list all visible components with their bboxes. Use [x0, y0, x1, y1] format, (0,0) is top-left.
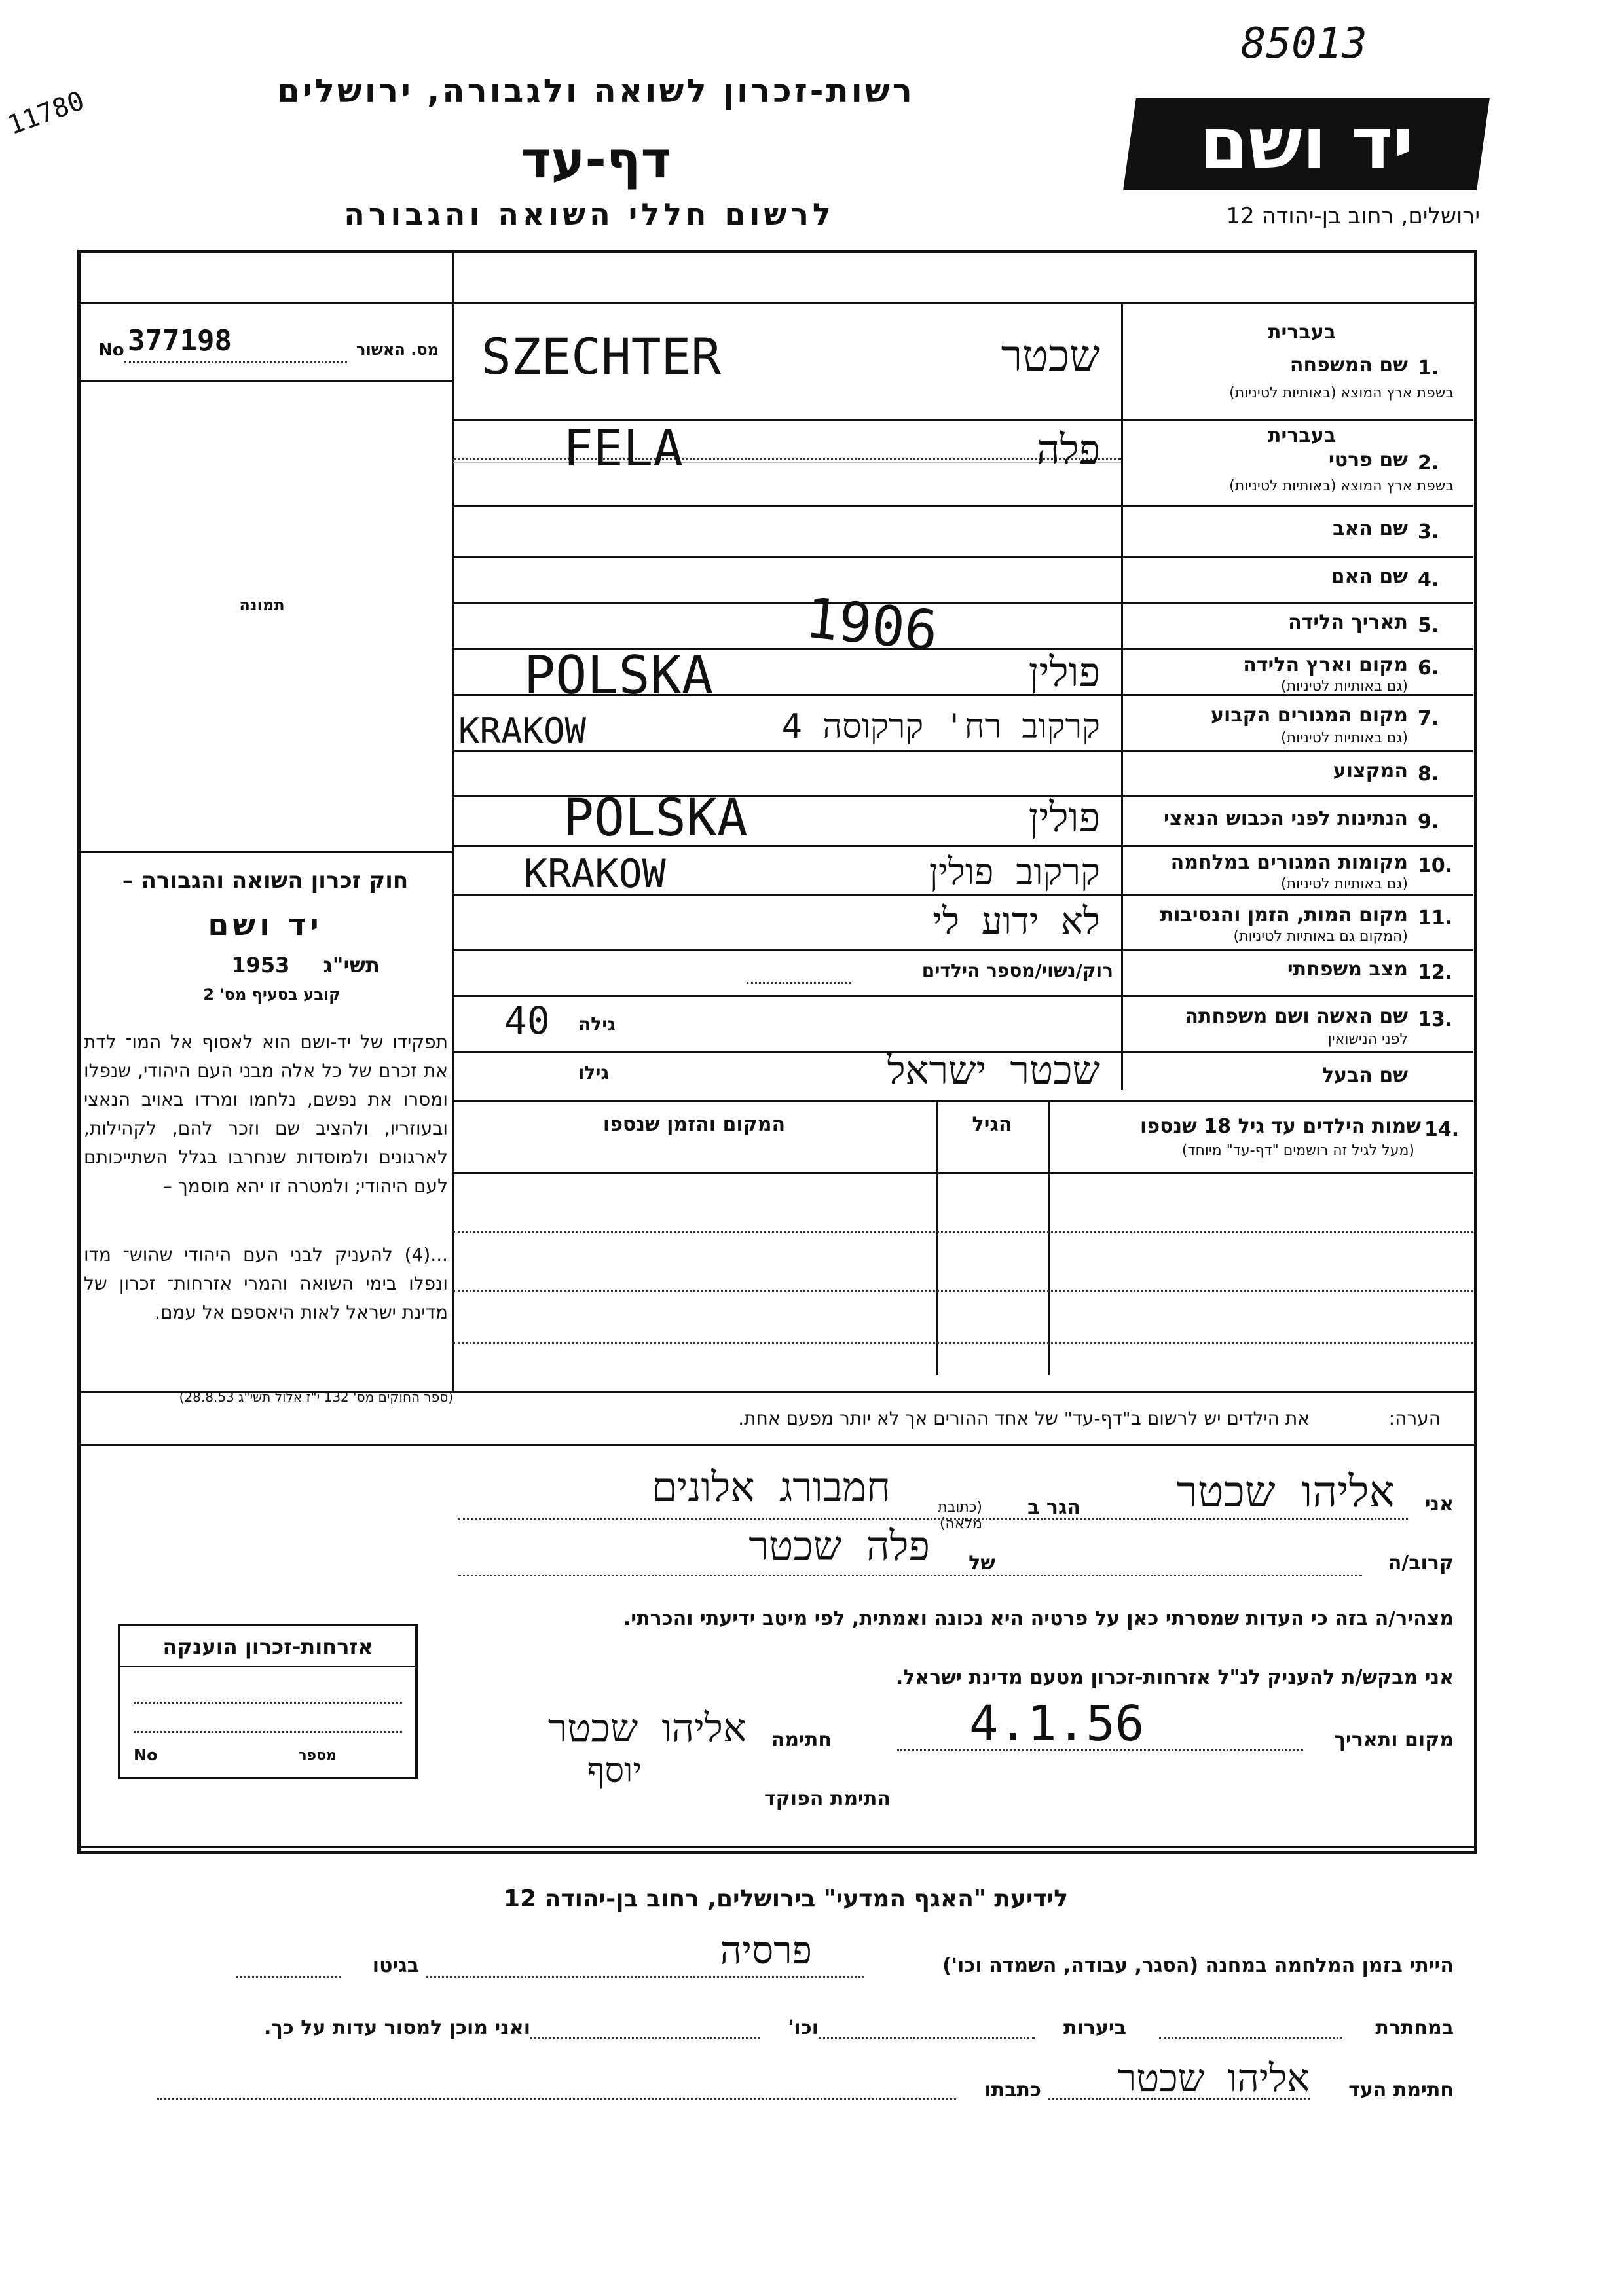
field-10-num: 10. — [1418, 854, 1453, 877]
field-10-value-latin: KRAKOW — [524, 851, 666, 897]
note-top-rule — [77, 1391, 1474, 1393]
field-13-label: שם האשה ושם משפחתה — [1185, 1005, 1408, 1028]
officer-signature: יוסף — [587, 1751, 642, 1791]
header-address: ירושלים, רחוב בן-יהודה 12 — [1226, 203, 1480, 229]
field-11-sub: (המקום גם באותיות לטיניות) — [1233, 928, 1408, 945]
field-12-num: 12. — [1418, 961, 1453, 984]
field-12-label: מצב משפחתי — [1287, 958, 1408, 981]
intel-top-rule — [77, 1846, 1474, 1848]
approval-label: מס. האשור — [356, 340, 439, 359]
field-4-label: שם האם — [1331, 565, 1408, 588]
field-5-value: 1906 — [802, 585, 941, 664]
field-3-label: שם האב — [1333, 517, 1408, 540]
field-husband-label: שם הבעל — [1321, 1064, 1408, 1087]
ghetto-label: בגיטו — [372, 1954, 419, 1977]
row-rule — [453, 949, 1473, 951]
row-rule — [453, 556, 1473, 558]
field-4-num: 4. — [1418, 568, 1439, 591]
field-7-label: מקום המגורים הקבוע — [1211, 704, 1408, 727]
approval-number: 377198 — [128, 324, 232, 357]
camp-value: פרסיה — [720, 1928, 812, 1973]
hiding-label: במחתרת — [1375, 2016, 1454, 2039]
field-9-num: 9. — [1418, 811, 1439, 833]
note-bottom-rule — [77, 1444, 1474, 1446]
camp-label: הייתי בזמן המלחמה במחנה (הסגר, עבודה, השמדה וכו') — [942, 1954, 1454, 1977]
officer-label: התימת הפוקד — [764, 1787, 891, 1810]
field-9-value-hebrew: פולין — [1028, 793, 1100, 841]
decl-of-label: של — [969, 1552, 995, 1575]
witness-address-label: כתבתו — [984, 2079, 1041, 2102]
photo-label: תמונה — [239, 596, 285, 614]
certificate-no-mark: No — [134, 1746, 158, 1764]
field-12-line — [747, 982, 851, 984]
decl-deceased: פלה שכטר — [748, 1522, 930, 1570]
law-section: קובע בסעיף מס' 2 — [203, 985, 341, 1004]
field-6-value-latin: POLSKA — [524, 645, 713, 706]
decl-address: חמבורג אלונים — [652, 1463, 891, 1511]
field-8-label: המקצוע — [1333, 759, 1408, 782]
sidebar-photo-top — [77, 380, 453, 382]
decl-date: 4.1.56 — [969, 1696, 1145, 1752]
children-col-divider — [936, 1100, 938, 1375]
field-9-label: הנתינות לפני הכבוש הנאצי — [1164, 807, 1408, 830]
field-7-num: 7. — [1418, 707, 1439, 730]
archive-number: 85013 — [1241, 20, 1367, 68]
yad-vashem-logo — [1123, 98, 1490, 190]
certificate-line — [134, 1702, 402, 1704]
field-12-options: רוק/נשוי/מספר הילדים — [921, 960, 1113, 981]
field-10-label: מקומות המגורים במלחמה — [1170, 851, 1408, 874]
decl-living-label: הגר ב — [1027, 1496, 1080, 1519]
header-authority: רשות-זכרון לשואה ולגבורה, ירושלים — [277, 72, 915, 110]
field-1-value-hebrew: שכטר — [1001, 331, 1100, 381]
witness-sig-label: חתימת העד — [1348, 2079, 1454, 2102]
children-col-divider — [1048, 1100, 1050, 1375]
field-13-age-label: גילה — [578, 1013, 616, 1035]
field-1-sub: בשפת ארץ המוצא (באותיות לטיניות) — [1229, 385, 1454, 401]
decl-request: אני מבקש/ת להעניק לנ"ל אזרחות-זכרון מטעם מדינת ישראל. — [895, 1666, 1454, 1689]
field-7-value-hebrew: קרקוב רח' קרקוסה 4 — [781, 707, 1100, 746]
field-2-value-hebrew: פלה — [1036, 426, 1100, 473]
ghetto-line — [236, 1976, 341, 1978]
field-11-num: 11. — [1418, 907, 1453, 930]
field-2-num: 2. — [1418, 452, 1439, 475]
law-year: 1953 — [231, 953, 290, 977]
approval-no-mark: No — [98, 340, 124, 360]
row-rule — [453, 1100, 1473, 1102]
field-3-num: 3. — [1418, 520, 1439, 543]
row-rule — [453, 602, 1473, 604]
certificate-rule — [120, 1666, 415, 1667]
law-name: יד ושם — [208, 907, 323, 942]
field-7-value-latin: KRAKOW — [458, 710, 587, 752]
intel-title: לידיעת "האגף המדעי" בירושלים, רחוב בן-יהודה 12 — [504, 1886, 1068, 1912]
date-line — [897, 1749, 1303, 1751]
sidebar-photo-bottom — [77, 851, 453, 853]
decl-signature: אליהו שכטר — [547, 1705, 747, 1751]
row-rule — [453, 505, 1473, 507]
field-2-label: שם פרטי — [1328, 448, 1408, 471]
field-6-num: 6. — [1418, 657, 1439, 680]
certificate-box — [118, 1624, 418, 1779]
field-1-label: שם המשפחה — [1289, 354, 1408, 376]
field-5-num: 5. — [1418, 614, 1439, 637]
logo-text: יד ושם — [1199, 103, 1414, 185]
row-rule — [453, 995, 1473, 997]
field-9-value-latin: POLSKA — [563, 789, 748, 848]
children-row-rule — [453, 1342, 1473, 1344]
field-husband-age-label: גילו — [578, 1062, 609, 1084]
law-text-2: ...(4) להעניק לבני העם היהודי שהוש־ מדו ונפלו בימי השואה והמרי אזרחות־ זכרון של מדינת ישראל לאות היאספם אל עמם. — [84, 1244, 448, 1323]
witness-address-line — [157, 2098, 956, 2100]
row-rule — [453, 750, 1473, 752]
hiding-line — [1159, 2037, 1342, 2039]
field-11-value: לא ידוע לי — [932, 900, 1100, 943]
children-row-rule — [453, 1231, 1473, 1233]
field-13-age-value: 40 — [504, 998, 550, 1043]
able-label: ואני מוכן למסור עדות על כך. — [264, 2016, 530, 2039]
forest-label: ביערות — [1063, 2016, 1126, 2039]
field-5-label: תאריך הלידה — [1288, 611, 1408, 634]
law-source: (ספר החוקים מס' 132 י"ז אלול תשי"ג 28.8.53) — [179, 1389, 453, 1405]
field-2-value-latin: FELA — [563, 419, 684, 477]
field-11-label: מקום המות, הזמן והנסיבות — [1160, 903, 1408, 926]
children-header-sub: (מעל לגיל זה רושמים "דף-עד" מיוחד) — [1181, 1142, 1414, 1159]
field-10-sub: (גם באותיות לטיניות) — [1281, 876, 1408, 892]
place-date-label: מקום ותאריך — [1334, 1728, 1454, 1751]
decl-i-label: אני — [1424, 1493, 1454, 1516]
children-header-names: שמות הילדים עד גיל 18 שנספו — [1140, 1115, 1421, 1138]
note-label: הערה: — [1388, 1408, 1441, 1429]
decl-relation-label: קרוב/ה — [1388, 1552, 1454, 1575]
certificate-line — [134, 1731, 402, 1733]
field-6-label: מקום וארץ הלידה — [1243, 653, 1408, 676]
side-mark: 11780 — [3, 85, 88, 141]
approval-line — [124, 361, 347, 363]
form-top-rule — [77, 302, 1474, 304]
field-13-num: 13. — [1418, 1008, 1453, 1031]
children-row-rule — [453, 1290, 1473, 1292]
header-subtitle: לרשום חללי השואה והגבורה — [344, 196, 835, 232]
field-6-value-hebrew: פולין — [1028, 648, 1100, 696]
label-divider — [1121, 304, 1123, 1090]
field-8-num: 8. — [1418, 763, 1439, 786]
witness-line — [1048, 2098, 1310, 2100]
children-header-rule — [453, 1172, 1473, 1174]
etc-label: וכו' — [788, 2016, 819, 2039]
sidebar-divider — [452, 251, 454, 1392]
field-2-subtop: בעברית — [1268, 424, 1336, 447]
law-title: חוק זכרון השואה והגבורה – — [122, 867, 409, 894]
note-text: את הילדים יש לרשום ב"דף-עד" של אחד ההורים אך לא יותר מפעם אחת. — [738, 1408, 1310, 1429]
field-1-num: 1. — [1418, 357, 1439, 380]
decl-name: אליהו שכטר — [1176, 1467, 1395, 1517]
children-num: 14. — [1424, 1118, 1460, 1141]
decl-line — [458, 1575, 1362, 1576]
decl-line — [458, 1518, 1408, 1520]
field-7-sub: (גם באותיות לטיניות) — [1281, 730, 1408, 746]
law-year-row — [92, 953, 439, 977]
decl-statement: מצהיר/ה בזה כי העדות שמסרתי כאן על פרטיה היא נכונה ואמתית, לפי מיטב ידיעתי והכרתי. — [623, 1607, 1454, 1630]
children-header-age: הגיל — [972, 1113, 1012, 1136]
field-1-value-latin: SZECHTER — [481, 327, 722, 386]
certificate-title: אזרחות-זכרון הוענקה — [162, 1634, 373, 1659]
field-13-sub: לפני הנישואין — [1327, 1031, 1408, 1048]
field-10-value-hebrew: קרקוב פולין — [929, 851, 1100, 894]
field-6-sub: (גם באותיות לטיניות) — [1281, 678, 1408, 695]
law-year-heb: תשי"ג — [323, 953, 380, 977]
etc-line — [530, 2037, 760, 2039]
camp-line — [426, 1976, 864, 1978]
form-title: דף-עד — [521, 131, 671, 190]
field-2-sub: בשפת ארץ המוצא (באותיות לטיניות) — [1229, 478, 1454, 494]
field-husband-value: שכטר ישראל — [887, 1048, 1100, 1093]
children-header-place: המקום והזמן שנספו — [602, 1113, 786, 1136]
signature-label: חתימה — [771, 1728, 832, 1751]
forest-line — [819, 2037, 1035, 2039]
law-text-1: תפקידו של יד-ושם הוא לאסוף אל המו־ לדת את זכרם של כל אלה מבני העם היהודי, שנפלו ומסרו את נפשם, נלחמו ומרדו באויב הנאצי ובעוזריו, ולהציב שם וזכר להם, לקהילות, לארגונים ולמוסדות שנחרבו בגלל השתייכותם לעם היהודי; ולמטרה זו יהא מוסמך – — [84, 1031, 448, 1197]
decl-address-note: (כתובת מלאה) — [938, 1499, 982, 1532]
field-1-subtop: בעברית — [1268, 321, 1336, 344]
certificate-number-label: מספר — [298, 1747, 337, 1764]
witness-signature: אליהו שכטר — [1117, 2056, 1310, 2100]
